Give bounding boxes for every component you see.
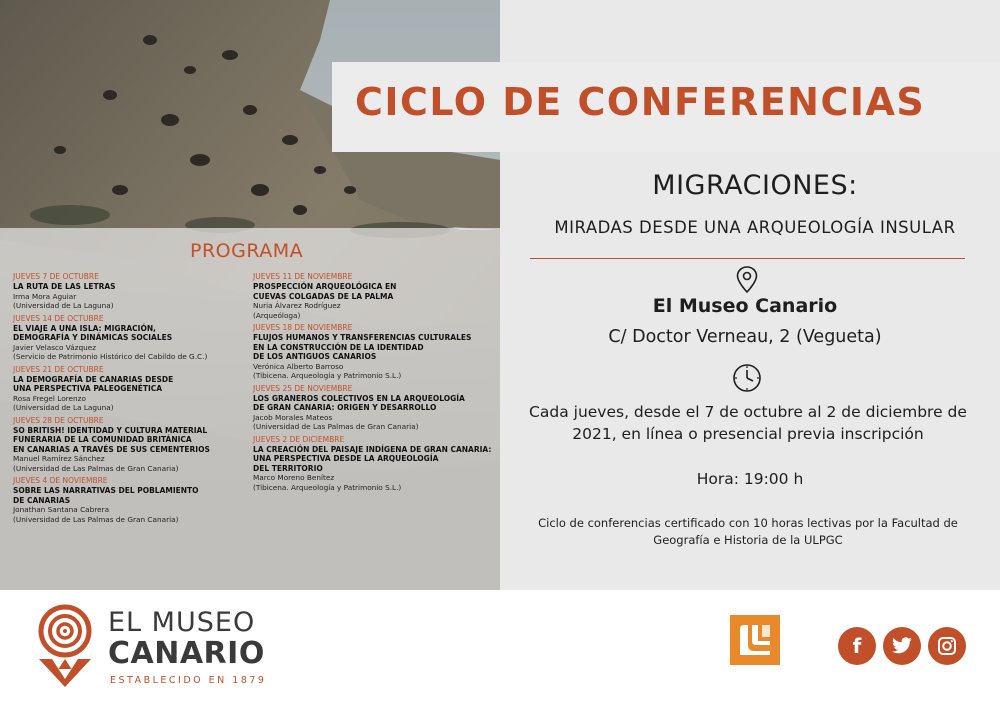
talk-speaker: Javier Velasco Vázquez bbox=[13, 342, 97, 352]
talk-affiliation: (Universidad de Las Palmas de Gran Canaria) bbox=[13, 463, 179, 473]
clock-icon bbox=[732, 363, 762, 393]
talk-date: JUEVES 14 DE OCTUBRE bbox=[13, 313, 104, 323]
talk-speaker: Rosa Fregel Lorenzo bbox=[13, 393, 86, 403]
talk-affiliation: (Arqueóloga) bbox=[253, 310, 301, 320]
talk-speaker: Jonathan Santana Cabrera bbox=[13, 505, 110, 514]
logo-text-line2: CANARIO bbox=[108, 636, 265, 671]
programa-item bbox=[253, 323, 493, 381]
programa-item bbox=[253, 435, 493, 493]
talk-affiliation: (Universidad de Las Palmas de Gran Canaria) bbox=[13, 514, 179, 524]
partner-logo-icon bbox=[730, 615, 780, 665]
twitter-bird-icon bbox=[891, 637, 913, 655]
programa-title: PROGRAMA bbox=[190, 240, 304, 262]
programa-item bbox=[253, 272, 493, 320]
talk-date: JUEVES 2 DE DICIEMBRE bbox=[253, 434, 345, 444]
talk-affiliation: (Universidad de La Laguna) bbox=[13, 301, 114, 310]
talk-date: JUEVES 21 DE OCTUBRE bbox=[13, 364, 104, 374]
talk-speaker: Nuria Álvarez Rodríguez bbox=[253, 301, 341, 310]
talk-title: EL VIAJE A UNA ISLA: MIGRACIÓN, DEMOGRAFÍA Y DINÁMICAS SOCIALES bbox=[13, 323, 173, 342]
talk-date: JUEVES 18 DE NOVIEMBRE bbox=[253, 323, 353, 332]
talk-affiliation: (Servicio de Patrimonio Histórico del Cabildo de G.C.) bbox=[13, 352, 208, 361]
schedule-text: Cada jueves, desde el 7 de octubre al 2 de diciembre de 2021, en línea o presencial previa inscripción bbox=[529, 403, 967, 443]
programa-item bbox=[13, 272, 253, 311]
divider bbox=[530, 258, 965, 259]
talk-title: LA RUTA DE LAS LETRAS bbox=[13, 282, 116, 291]
logo-text-line1: EL MUSEO bbox=[108, 607, 256, 638]
talk-speaker: Irma Mora Aguiar bbox=[13, 291, 77, 301]
event-hour: Hora: 19:00 h bbox=[696, 470, 804, 488]
facebook-glyph: f bbox=[852, 634, 862, 658]
talk-title: SOBRE LAS NARRATIVAS DEL POBLAMIENTO DE CANARIAS bbox=[13, 486, 199, 505]
programa-item bbox=[253, 384, 493, 432]
location-pin-icon bbox=[733, 265, 761, 295]
talk-date: JUEVES 11 DE NOVIEMBRE bbox=[253, 272, 353, 281]
instagram-camera-icon bbox=[937, 636, 957, 656]
talk-title: LA CREACIÓN DEL PAISAJE INDÍGENA DE GRAN CANARIA: UNA PERSPECTIVA DESDE LA ARQUEOLOGÍA DEL TERRITORIO bbox=[253, 444, 492, 473]
talk-date: JUEVES 4 DE NOVIEMBRE bbox=[13, 476, 108, 485]
programa-item bbox=[13, 365, 253, 413]
museo-canario-logo-icon bbox=[35, 603, 95, 689]
programa-item bbox=[13, 476, 253, 524]
talk-speaker: Marco Moreno Benítez bbox=[253, 473, 335, 482]
talk-affiliation: (Universidad de La Laguna) bbox=[13, 403, 114, 412]
talk-title: FLUJOS HUMANOS Y TRANSFERENCIAS CULTURALES EN LA CONSTRUCCIÓN DE LA IDENTIDAD DE LOS ANTIGUOS CANARIOS bbox=[253, 333, 472, 361]
venue-name: El Museo Canario bbox=[652, 295, 838, 317]
talk-title: SO BRITISH! IDENTIDAD Y CULTURA MATERIAL FUNERARIA DE LA COMUNIDAD BRITÁNICA EN CANARIAS A TRAVÉS DE SUS CEMENTERIOS bbox=[13, 425, 210, 454]
talk-speaker: Manuel Ramírez Sánchez bbox=[13, 454, 105, 463]
talk-speaker: Verónica Alberto Barroso bbox=[253, 361, 344, 371]
talk-date: JUEVES 28 DE OCTUBRE bbox=[13, 415, 104, 425]
programa-item bbox=[13, 314, 253, 362]
programa-column-right bbox=[253, 272, 493, 495]
talk-title: LA DEMOGRAFÍA DE CANARIAS DESDE UNA PERSPECTIVA PALEOGENÉTICA bbox=[13, 374, 174, 393]
certification-note: Ciclo de conferencias certificado con 10 horas lectivas por la Facultad de Geografía e Historia de la ULPGC bbox=[538, 516, 958, 547]
event-subtitle: MIRADAS DESDE UNA ARQUEOLOGÍA INSULAR bbox=[554, 218, 956, 237]
talk-title: PROSPECCIÓN ARQUEOLÓGICA EN CUEVAS COLGADAS DE LA PALMA bbox=[253, 282, 397, 301]
logo-established: ESTABLECIDO EN 1879 bbox=[110, 675, 267, 686]
talk-affiliation: (Tibicena. Arqueología y Patrimonio S.L.) bbox=[253, 371, 402, 380]
talk-date: JUEVES 7 DE OCTUBRE bbox=[13, 272, 99, 281]
event-title: MIGRACIONES: bbox=[652, 170, 858, 201]
programa-column-left bbox=[13, 272, 253, 527]
talk-title: LOS GRANEROS COLECTIVOS EN LA ARQUEOLOGÍA DE GRAN CANARIA: ORIGEN Y DESARROLLO bbox=[253, 393, 465, 412]
venue-address: C/ Doctor Verneau, 2 (Vegueta) bbox=[608, 327, 882, 347]
talk-speaker: Jacob Morales Mateos bbox=[253, 412, 333, 422]
talk-date: JUEVES 25 DE NOVIEMBRE bbox=[253, 383, 353, 393]
facebook-icon[interactable] bbox=[838, 627, 876, 665]
page-title: CICLO DE CONFERENCIAS bbox=[355, 80, 926, 124]
talk-affiliation: (Universidad de Las Palmas de Gran Canaria) bbox=[253, 422, 419, 431]
twitter-icon[interactable] bbox=[883, 627, 921, 665]
talk-affiliation: (Tibicena. Arqueología y Patrimonio S.L.) bbox=[253, 482, 402, 492]
programa-item bbox=[13, 416, 253, 474]
instagram-icon[interactable] bbox=[928, 627, 966, 665]
